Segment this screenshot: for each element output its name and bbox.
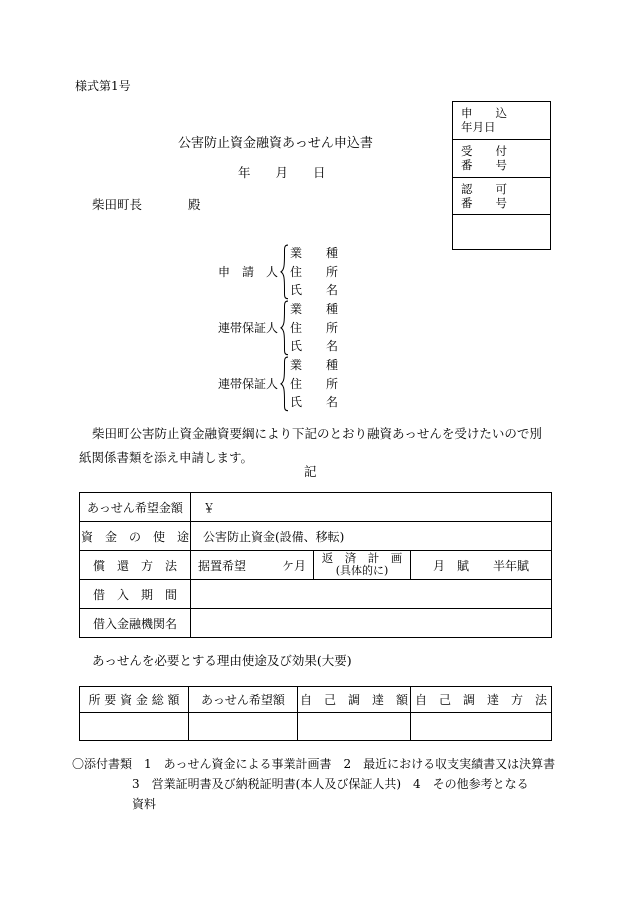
label-loan-period: 借 入 期 間	[80, 580, 191, 609]
receipt-label-line2: 番 号	[461, 195, 507, 210]
value-desired-amount[interactable]: ￥	[191, 493, 552, 522]
addressee-name: 柴田町長	[92, 197, 143, 212]
applicant-label: 申 請 人	[218, 265, 279, 280]
guarantor-1-fields	[290, 300, 338, 356]
receipt-label-line1: 申 込	[461, 106, 507, 120]
label-repayment-method: 償 還 方 法	[80, 551, 191, 580]
curly-brace-icon	[280, 356, 289, 412]
receipt-row-blank	[453, 215, 550, 249]
attachment-line-2: 3 営業証明書及び納税証明書(本人及び保証人共) 4 その他参考となる	[132, 776, 529, 791]
applicant-field-address: 住 所	[290, 264, 339, 279]
curly-brace-icon	[280, 244, 289, 300]
receipt-label-line2: 番 号	[461, 158, 507, 173]
reason-caption: あっせんを必要とする理由使途及び効果(大要)	[92, 653, 352, 668]
label-bank-name: 借入金融機関名	[80, 609, 191, 638]
label-desired-amount: あっせん希望金額	[80, 493, 191, 522]
table-row-fund-usage	[80, 522, 552, 551]
table-row-loan-period	[80, 580, 552, 609]
label-repayment-plan	[314, 551, 411, 580]
guarantor-2-field-address: 住 所	[290, 376, 339, 391]
attachment-line-3: 資料	[132, 796, 157, 811]
repayment-plan-line1: 返 済 計 画	[321, 551, 403, 566]
repayment-plan-line2: (具体的に)	[335, 564, 389, 578]
value-desired-mediation-amount[interactable]	[189, 713, 298, 741]
attachment-line-1: 〇添付書類 1 あっせん資金による事業計画書 2 最近における収支実績書又は決算書	[72, 757, 556, 771]
page-title: 公害防止資金融資あっせん申込書	[178, 136, 373, 151]
value-total-required-funds[interactable]	[80, 713, 189, 741]
guarantor-2-field-name: 氏 名	[290, 395, 339, 410]
guarantor-1-field-address: 住 所	[290, 320, 339, 335]
applicant-field-industry: 業 種	[290, 246, 339, 260]
header-self-raising-method: 自 己 調 達 方 法	[411, 687, 552, 713]
guarantor-1-block	[218, 300, 338, 356]
header-self-raised-amount: 自 己 調 達 額	[298, 687, 411, 713]
value-fund-usage[interactable]: 公害防止資金(設備、移転)	[191, 522, 552, 551]
table-row	[80, 713, 552, 741]
receipt-row-approval-number	[453, 178, 550, 216]
applicant-block	[218, 244, 338, 300]
addressee-honorific: 殿	[188, 197, 201, 212]
table-row-repayment-method	[80, 551, 552, 580]
guarantor-2-field-industry: 業 種	[290, 358, 339, 372]
receipt-label-line2: 年月日	[461, 120, 496, 135]
applicant-fields	[290, 244, 338, 300]
guarantor-1-label: 連帯保証人	[218, 321, 279, 336]
loan-details-table	[79, 492, 552, 638]
funding-breakdown-table	[79, 686, 552, 741]
receipt-row-reception-number	[453, 140, 550, 178]
value-loan-period[interactable]	[191, 580, 552, 609]
receipt-stamp-box	[452, 101, 551, 250]
attachments-list	[72, 755, 577, 814]
value-deferment-period[interactable]: 据置希望 ケ月	[191, 551, 314, 580]
receipt-label-line1: 認 可	[461, 181, 507, 196]
guarantor-2-block	[218, 356, 338, 412]
body-paragraph: 柴田町公害防止資金融資要綱により下記のとおり融資あっせんを受けたいので別紙関係書類を添え申請します。	[79, 426, 542, 466]
guarantor-2-fields	[290, 356, 338, 412]
curly-brace-icon	[280, 300, 289, 356]
applicant-field-name: 氏 名	[290, 283, 339, 298]
table-row-desired-amount	[80, 493, 552, 522]
value-self-raising-method[interactable]	[411, 713, 552, 741]
guarantor-1-field-name: 氏 名	[290, 339, 339, 354]
value-repayment-types[interactable]: 月 賦 半年賦	[411, 551, 552, 580]
receipt-label-line1: 受 付	[461, 143, 507, 158]
guarantor-1-field-industry: 業 種	[290, 302, 339, 316]
header-desired-mediation-amount: あっせん希望額	[189, 687, 298, 713]
application-date-line: 年 月 日	[238, 165, 326, 180]
table-header-row	[80, 687, 552, 713]
value-self-raised-amount[interactable]	[298, 713, 411, 741]
ki-marker: 記	[304, 464, 317, 479]
table-row-bank-name	[80, 609, 552, 638]
guarantor-2-label: 連帯保証人	[218, 377, 279, 392]
header-total-required-funds: 所 要 資 金 総 額	[80, 687, 189, 713]
receipt-row-application-date	[453, 102, 550, 140]
label-fund-usage: 資 金 の 使 途	[80, 522, 191, 551]
value-bank-name[interactable]	[191, 609, 552, 638]
form-number: 様式第1号	[75, 79, 131, 93]
